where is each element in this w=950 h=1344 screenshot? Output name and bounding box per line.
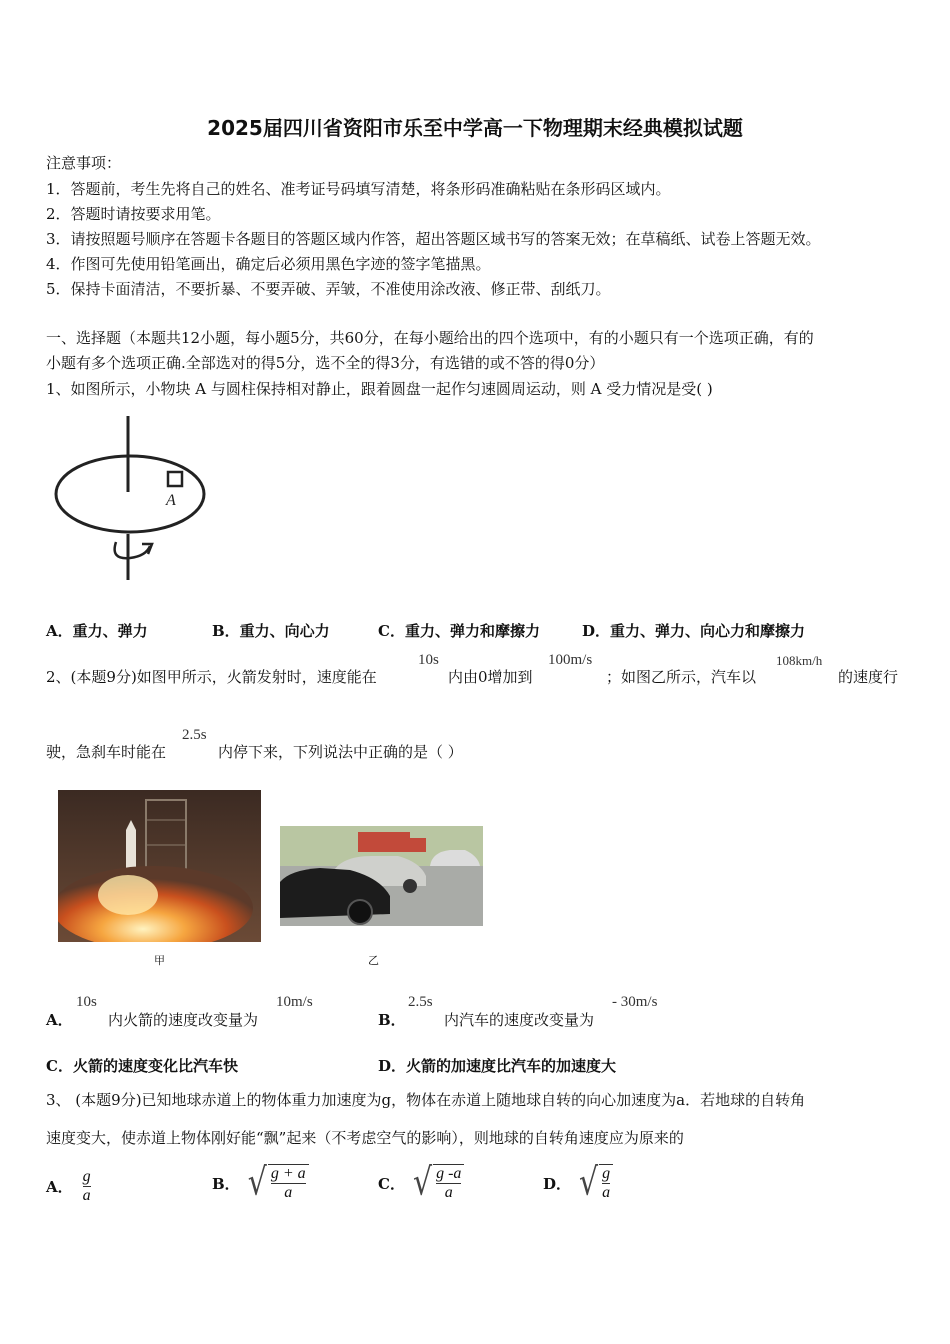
q3-option-c-label: C． [378,1174,405,1193]
fraction-denominator: a [82,1187,91,1204]
q1-option-c: C．重力、弹力和摩擦力 [378,622,540,640]
q2-option-a-label: A． [46,1011,73,1029]
note-item-1: 1．答题前，考生先将自己的姓名、准考证号码填写清楚，将条形码准确粘贴在条形码区域内。 [46,180,671,198]
image-caption-yi: 乙 [368,954,379,967]
q2-option-b-value-1: 2.5s [408,994,433,1010]
fraction-numerator: g -a [436,1165,462,1182]
radical-sign-icon: √ [579,1160,599,1205]
q2-text-6: 内停下来，下列说法中正确的是（ ） [218,743,463,761]
q2-option-a-value-1: 10s [76,994,97,1010]
q2-option-a-text: 内火箭的速度改变量为 [108,1011,259,1029]
fraction-denominator: a [284,1184,293,1201]
q1-disk-figure [50,412,215,584]
q2-value-2: 100m/s [548,652,593,668]
q3-option-a-label: A． [46,1178,73,1196]
q2-text-2: 内由0增加到 [448,668,533,686]
q3-option-b [212,1160,309,1205]
q3-stem-line1: 3、 (本题9分)已知地球赤道上的物体重力加速度为g，物体在赤道上随地球自转的向心加速度为a．若地球的自转角 [46,1091,806,1109]
q2-value-4: 2.5s [182,727,207,743]
q3-option-a [46,1168,91,1205]
section1-line2: 小题有多个选项正确.全部选对的得5分，选不全的得3分，有选错的或不答的得0分） [46,354,605,372]
q1-option-a: A．重力、弹力 [46,622,148,640]
q2-option-b-value-2: - 30m/s [612,994,658,1010]
q2-value-1: 10s [418,652,439,668]
q2-option-a-value-2: 10m/s [276,994,313,1010]
radical-sign-icon: √ [247,1160,267,1205]
radical-sign-icon: √ [412,1160,433,1205]
q2-option-b-label: B． [378,1011,406,1029]
note-item-5: 5．保持卡面清洁，不要折暴、不要弄破、弄皱，不准使用涂改液、修正带、刮纸刀。 [46,280,611,298]
q1-option-b: B．重力、向心力 [212,622,330,640]
q3-option-b-label: B． [212,1174,240,1193]
fraction-denominator: a [602,1184,611,1201]
image-caption-jia: 甲 [154,954,165,967]
fraction-numerator: g [82,1168,91,1185]
section1-line1: 一、选择题（本题共12小题，每小题5分，共60分，在每小题给出的四个选项中，有的小题只有一个选项正确，有的 [46,329,814,347]
q2-option-d: D．火箭的加速度比汽车的加速度大 [378,1057,617,1075]
q1-option-d: D．重力、弹力、向心力和摩擦力 [582,622,806,640]
q3-option-d [543,1160,613,1205]
q3-stem-line2: 速度变大，使赤道上物体刚好能“飘”起来（不考虑空气的影响），则地球的自转角速度应为原来的 [46,1129,684,1147]
q3-option-c [378,1160,464,1205]
q2-option-c: C．火箭的速度变化比汽车快 [46,1057,238,1075]
fraction-numerator: g + a [270,1165,306,1182]
q2-text-4: 的速度行 [838,668,899,686]
q2-text-3: ；如图乙所示，汽车以 [606,668,757,686]
square-root [247,1160,309,1205]
notes-heading: 注意事项： [46,154,122,172]
fraction-g-over-a [83,1168,91,1205]
car-image [280,826,483,926]
note-item-4: 4．作图可先使用铅笔画出，确定后必须用黑色字迹的签字笔描黑。 [46,255,491,273]
q3-option-d-label: D． [543,1174,572,1193]
q1-figure-label: A [166,492,176,509]
page-title: 2025届四川省资阳市乐至中学高一下物理期末经典模拟试题 [207,116,743,140]
q1-stem: 1、如图所示，小物块 A 与圆柱保持相对静止，跟着圆盘一起作匀速圆周运动，则 A 受力情况是受( ) [46,380,713,398]
q2-text-5: 驶，急刹车时能在 [46,743,167,761]
note-item-3: 3．请按照题号顺序在答题卡各题目的答题区域内作答，超出答题区域书写的答案无效；在草稿纸、试卷上答题无效。 [46,230,821,248]
square-root [412,1160,464,1205]
q2-text-1: 2、(本题9分)如图甲所示，火箭发射时，速度能在 [46,668,377,686]
square-root [579,1160,613,1205]
fraction-numerator: g [602,1165,611,1182]
fraction-denominator: a [444,1184,453,1201]
rocket-launch-image [58,790,261,942]
note-item-2: 2．答题时请按要求用笔。 [46,205,221,223]
q2-option-b-text: 内汽车的速度改变量为 [444,1011,595,1029]
q2-value-3: 108km/h [776,653,823,668]
